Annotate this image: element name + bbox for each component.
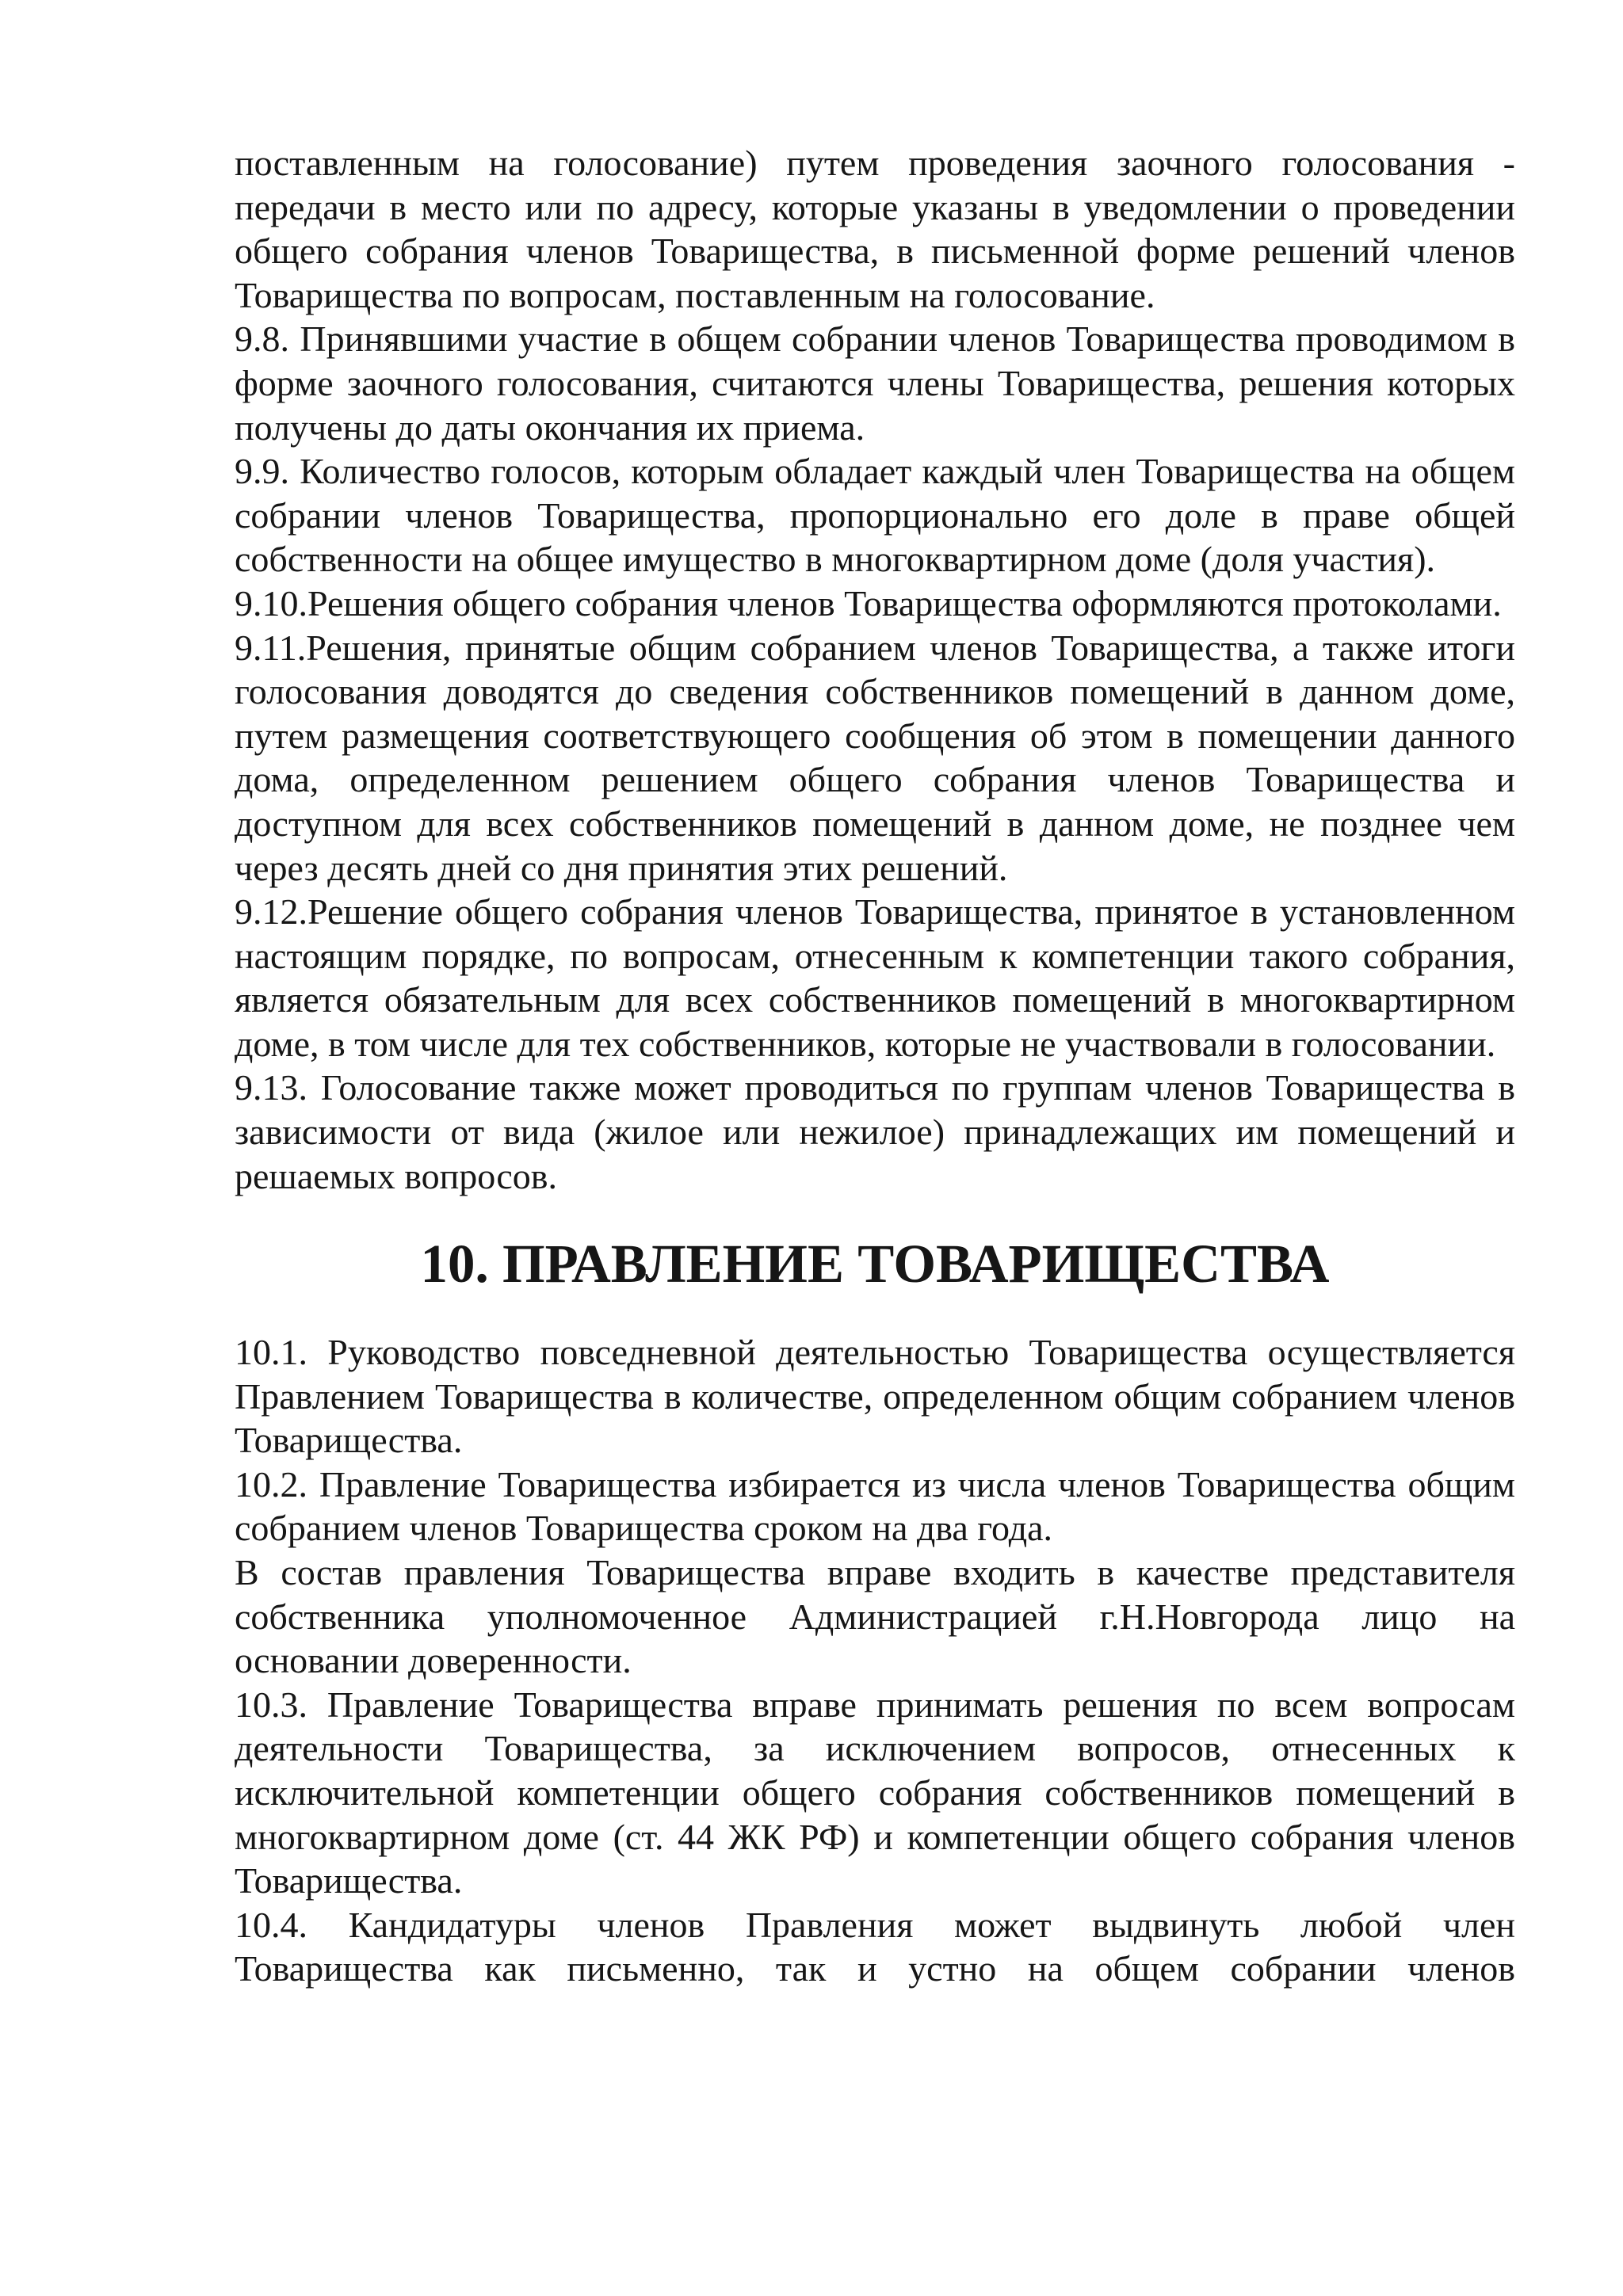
- paragraph-9-11: 9.11.Решения, принятые общим собранием членов Товарищества, а также итоги голосования доводятся до сведения собственников помещений в данном доме, путем размещения соответствующего сообщения об этом в помещении данного дома, определенном решением общего собрания членов Товарищества и доступном для всех собственников помещений в данном доме, не позднее чем через десять дней со дня принятия этих решений.: [235, 627, 1515, 888]
- section-title: 10. ПРАВЛЕНИЕ ТОВАРИЩЕСТВА: [420, 1233, 1330, 1294]
- paragraph-board-composition: В состав правления Товарищества вправе входить в качестве представителя собственника уполномоченное Администрацией г.Н.Новгорода лицо на основании доверенности.: [235, 1552, 1515, 1681]
- paragraph-9-10: 9.10.Решения общего собрания членов Товарищества оформляются протоколами.: [235, 582, 1502, 624]
- paragraph-9-12: 9.12.Решение общего собрания членов Товарищества, принятое в установленном настоящим порядке, по вопросам, отнесенным к компетенции такого собрания, является обязательным для всех собственников помещений в многоквартирном доме, в том числе для тех собственников, которые не участвовали в голосовании.: [235, 891, 1515, 1064]
- document-page: [235, 141, 1515, 1991]
- paragraph-9-7-continuation: поставленным на голосование) путем проведения заочного голосования - передачи в место или по адресу, которые указаны в уведомлении о проведении общего собрания членов Товарищества, в письменной форме решений членов Товарищества по вопросам, поставленным на голосование.: [235, 143, 1515, 315]
- paragraph-10-2: 10.2. Правление Товарищества избирается из числа членов Товарищества общим собранием членов Товарищества сроком на два года.: [235, 1463, 1515, 1549]
- paragraph-9-8: 9.8. Принявшими участие в общем собрании членов Товарищества проводимом в форме заочного голосования, считаются члены Товарищества, решения которых получены до даты окончания их приема.: [235, 318, 1515, 448]
- paragraph-9-9: 9.9. Количество голосов, которым обладает каждый член Товарищества на общем собрании членов Товарищества, пропорционально его доле в праве общей собственности на общее имущество в многоквартирном доме (доля участия).: [235, 451, 1515, 580]
- paragraph-10-1: 10.1. Руководство повседневной деятельностью Товарищества осуществляется Правлением Товарищества в количестве, определенном общим собранием членов Товарищества.: [235, 1332, 1515, 1461]
- paragraph-10-4: 10.4. Кандидатуры членов Правления может выдвинуть любой член Товарищества как письменно, так и устно на общем собрании членов: [235, 1904, 1515, 1989]
- paragraph-9-13: 9.13. Голосование также может проводиться по группам членов Товарищества в зависимости от вида (жилое или нежилое) принадлежащих им помещений и решаемых вопросов.: [235, 1067, 1515, 1196]
- paragraph-10-3: 10.3. Правление Товарищества вправе принимать решения по всем вопросам деятельности Товарищества, за исключением вопросов, отнесенных к исключительной компетенции общего собрания собственников помещений в многоквартирном доме (ст. 44 ЖК РФ) и компетенции общего собрания членов Товарищества.: [235, 1684, 1515, 1901]
